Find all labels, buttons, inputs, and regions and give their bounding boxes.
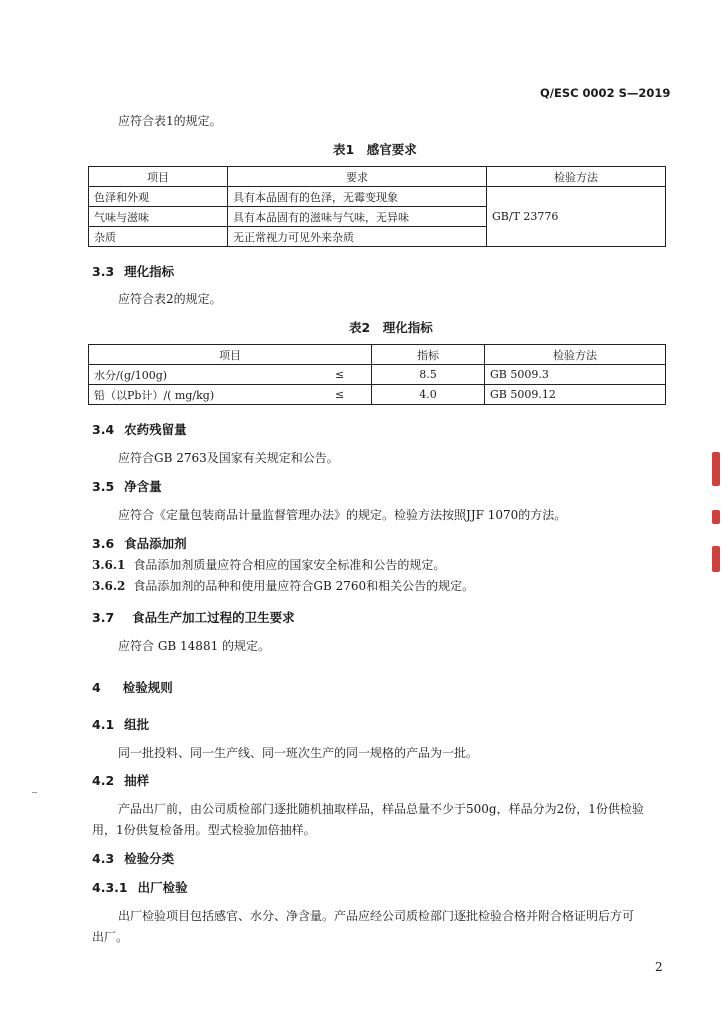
table2-header-method: 检验方法	[485, 345, 666, 365]
seal-stamp-fragment	[712, 510, 720, 524]
intro-text: 应符合表1的规定。	[118, 114, 222, 128]
table-header-row	[89, 167, 666, 187]
table1-header-item: 项目	[89, 167, 228, 187]
table1-cell-requirement: 无正常视力可见外来杂质	[228, 227, 487, 247]
table1-cell-requirement: 具有本品固有的色泽，无霉变现象	[228, 187, 487, 207]
table2-cell-operator: ≤	[308, 385, 371, 405]
section-3-6-heading: 3.6 食品添加剂	[92, 536, 187, 551]
table2-cell-method: GB 5009.3	[485, 365, 666, 385]
section-3-7-heading: 3.7 食品生产加工过程的卫生要求	[92, 610, 295, 625]
table2-cell-operator: ≤	[308, 365, 371, 385]
page-number: 2	[655, 960, 663, 974]
section-4-2-text-line1: 产品出厂前，由公司质检部门逐批随机抽取样品，样品总量不少于500g，样品分为2份，1份供检验	[118, 802, 644, 816]
section-4-3-heading: 4.3 检验分类	[92, 851, 175, 866]
table1-cell-method: GB/T 23776	[487, 187, 666, 247]
section-3-5-text: 应符合《定量包装商品计量监督管理办法》的规定。检验方法按照JJF 1070的方法。	[118, 508, 567, 522]
table2-cell-value: 8.5	[372, 365, 485, 385]
table2-header-item: 项目	[89, 345, 372, 365]
section-3-4-text: 应符合GB 2763及国家有关规定和公告。	[118, 451, 339, 465]
table-row	[89, 187, 666, 207]
section-3-5-heading: 3.5 净含量	[92, 479, 162, 494]
seal-stamp-fragment	[712, 452, 720, 486]
table-row	[89, 385, 666, 405]
table2-cell-method: GB 5009.12	[485, 385, 666, 405]
chapter-4-heading: 4 检验规则	[92, 680, 173, 695]
section-3-4-heading: 3.4 农药残留量	[92, 422, 187, 437]
scan-mark	[32, 792, 37, 793]
table1-header-requirement: 要求	[228, 167, 487, 187]
table1-header-method: 检验方法	[487, 167, 666, 187]
table1-caption: 表1 感官要求	[333, 142, 417, 157]
section-4-3-1-text-line1: 出厂检验项目包括感官、水分、净含量。产品应经公司质检部门逐批检验合格并附合格证明后方可	[118, 909, 635, 923]
section-4-1-heading: 4.1 组批	[92, 717, 150, 732]
section-4-2-text-line2: 用，1份供复检备用。型式检验加倍抽样。	[92, 823, 316, 837]
section-4-2-heading: 4.2 抽样	[92, 773, 150, 788]
table-header-row	[89, 345, 666, 365]
table2-cell-item: 水分/(g/100g)	[89, 365, 309, 385]
table2-physicochemical	[88, 344, 666, 405]
table1-sensory	[88, 166, 666, 247]
table1-cell-item: 色泽和外观	[89, 187, 228, 207]
section-4-3-1-text-line2: 出厂。	[92, 930, 129, 944]
table1-cell-item: 杂质	[89, 227, 228, 247]
section-3-7-text: 应符合 GB 14881 的规定。	[118, 639, 271, 653]
section-3-6-1-item: 3.6.1 食品添加剂质量应符合相应的国家安全标准和公告的规定。	[92, 558, 446, 572]
seal-stamp-fragment	[712, 546, 720, 572]
section-3-3-text: 应符合表2的规定。	[118, 292, 222, 306]
standard-number: Q/ESC 0002 S—2019	[540, 86, 671, 100]
table2-header-value: 指标	[372, 345, 485, 365]
section-3-3-heading: 3.3 理化指标	[92, 264, 175, 279]
section-4-1-text: 同一批投料、同一生产线、同一班次生产的同一规格的产品为一批。	[118, 746, 479, 760]
table1-cell-item: 气味与滋味	[89, 207, 228, 227]
table-row	[89, 365, 666, 385]
table1-cell-requirement: 具有本品固有的滋味与气味，无异味	[228, 207, 487, 227]
section-3-6-2-item: 3.6.2 食品添加剂的品种和使用量应符合GB 2760和相关公告的规定。	[92, 579, 475, 593]
table2-caption: 表2 理化指标	[349, 320, 433, 335]
table2-cell-value: 4.0	[372, 385, 485, 405]
table2-cell-item: 铅（以Pb计）/( mg/kg)	[89, 385, 309, 405]
section-4-3-1-heading: 4.3.1 出厂检验	[92, 880, 188, 895]
